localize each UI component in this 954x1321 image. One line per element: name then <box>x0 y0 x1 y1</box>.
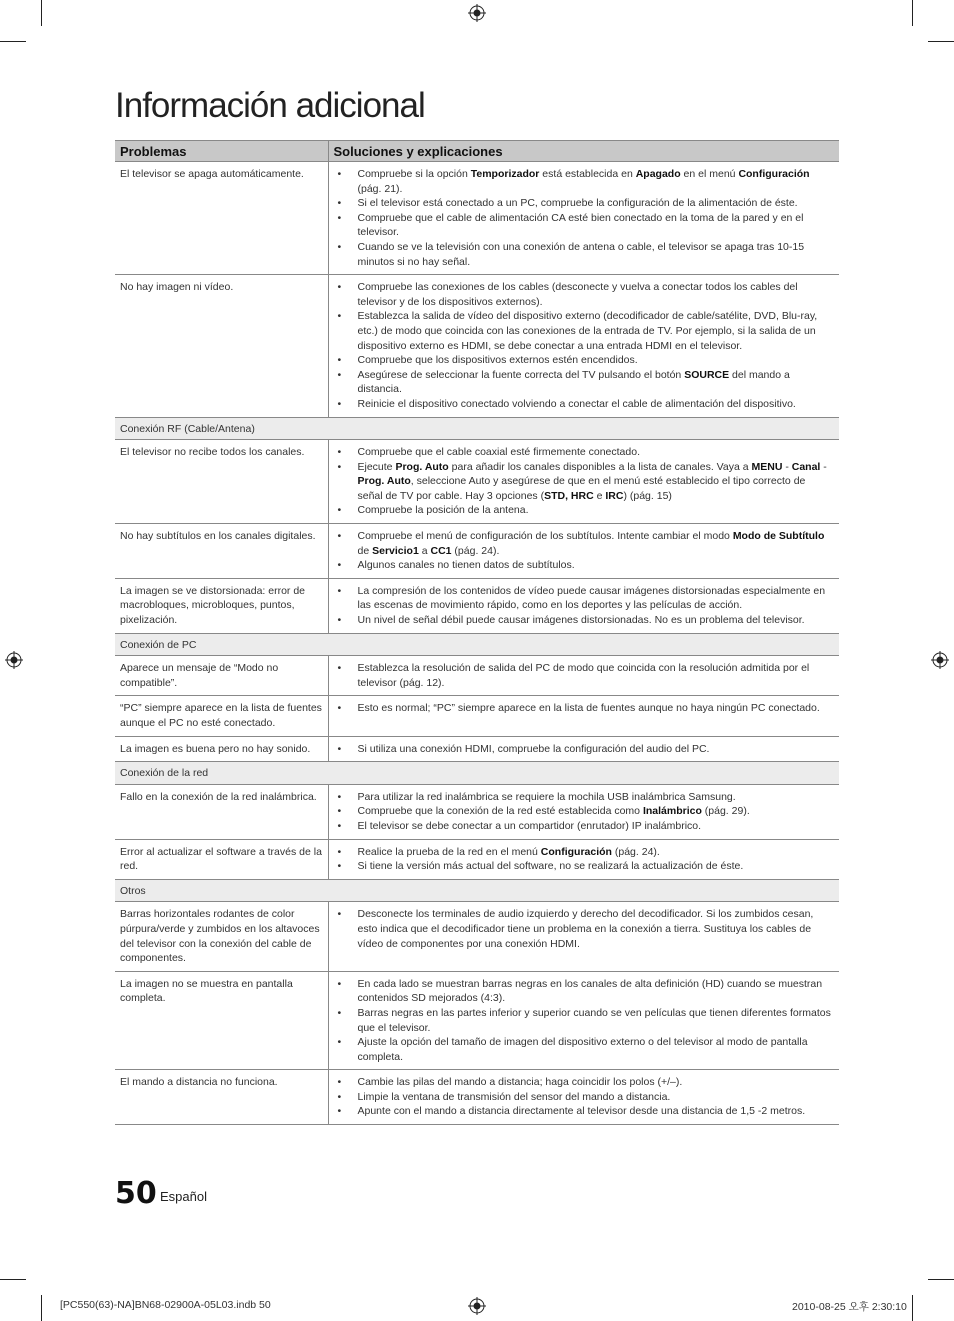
solutions-list <box>338 907 834 951</box>
table-row <box>115 162 839 275</box>
crop-mark <box>0 1279 26 1280</box>
solutions-list <box>338 977 834 1065</box>
problem-cell: Barras horizontales rodantes de color púrpura/verde y zumbidos en los altavoces del televisor con la conexión del cable de componentes. <box>115 902 328 971</box>
table-row <box>115 736 839 762</box>
solution-item: • Compruebe que los dispositivos externos estén encendidos. <box>338 353 834 368</box>
problem-cell: “PC” siempre aparece en la lista de fuentes aunque el PC no esté conectado. <box>115 696 328 736</box>
problem-cell: No hay subtítulos en los canales digitales. <box>115 524 328 579</box>
solution-item: • Realice la prueba de la red en el menú Configuración (pág. 24). <box>338 845 834 860</box>
section-heading: Otros <box>115 879 839 902</box>
solutions-list <box>338 167 834 269</box>
problem-cell: El televisor no recibe todos los canales. <box>115 440 328 524</box>
solution-item: • Cambie las pilas del mando a distancia; haga coincidir los polos (+/–). <box>338 1075 834 1090</box>
solutions-list <box>338 790 834 834</box>
solutions-cell <box>328 736 839 762</box>
solutions-cell <box>328 656 839 696</box>
section-heading: Conexión de PC <box>115 633 839 656</box>
section-heading: Conexión de la red <box>115 762 839 785</box>
crop-mark <box>0 41 26 42</box>
solutions-list <box>338 742 834 757</box>
section-row <box>115 633 839 656</box>
solution-item: • En cada lado se muestran barras negras en los canales de alta definición (HD) cuando se muestran contenidos SD mejorados (4:3). <box>338 977 834 1006</box>
solutions-cell <box>328 275 839 417</box>
print-slug-filename: [PC550(63)-NA]BN68-02900A-05L03.indb 50 <box>60 1299 271 1311</box>
crop-mark <box>912 0 913 26</box>
solution-item: • Asegúrese de seleccionar la fuente correcta del TV pulsando el botón SOURCE del mando a distancia. <box>338 368 834 397</box>
solution-item: • Compruebe que la conexión de la red esté establecida como Inalámbrico (pág. 29). <box>338 804 834 819</box>
troubleshooting-table-container <box>115 140 839 1125</box>
solutions-cell <box>328 162 839 275</box>
solution-item: • Establezca la resolución de salida del PC de modo que coincida con la resolución admitida por el televisor (pág. 12). <box>338 661 834 690</box>
solution-item: • Limpie la ventana de transmisión del sensor del mando a distancia. <box>338 1090 834 1105</box>
solution-item: • La compresión de los contenidos de vídeo puede causar imágenes distorsionadas especialmente en las escenas de movimiento rápido, como en los deportes y las películas de acción. <box>338 584 834 613</box>
print-slug-date: 2010-08-25 오후 2:30:10 <box>792 1301 907 1313</box>
table-row <box>115 971 839 1070</box>
table-row <box>115 902 839 971</box>
column-header-problems: Problemas <box>115 141 328 162</box>
solution-item: • Establezca la salida de vídeo del dispositivo externo (decodificador de cable/satélite, DVD, Blu-ray, etc.) de modo que coincida con las conexiones de la entrada de TV. Por ejemplo, si la salida de un dispositivo externo es HDMI, se debe conectar a una entrada HDMI en el televisor. <box>338 309 834 353</box>
problem-cell: La imagen se ve distorsionada: error de macrobloques, microbloques, puntos, pixelización. <box>115 578 328 633</box>
solution-item: • Cuando se ve la televisión con una conexión de antena o cable, el televisor se apaga tras 10-15 minutos si no hay señal. <box>338 240 834 269</box>
solution-item: • Compruebe la posición de la antena. <box>338 503 834 518</box>
solutions-cell <box>328 696 839 736</box>
problem-cell: El televisor se apaga automáticamente. <box>115 162 328 275</box>
table-row <box>115 784 839 839</box>
solution-item: • Compruebe si la opción Temporizador está establecida en Apagado en el menú Configuración (pág. 21). <box>338 167 834 196</box>
solutions-list <box>338 445 834 518</box>
crop-mark <box>928 1279 954 1280</box>
crop-mark <box>41 1295 42 1321</box>
solution-item: • Si el televisor está conectado a un PC, compruebe la configuración de la alimentación de éste. <box>338 196 834 211</box>
solution-item: • Ajuste la opción del tamaño de imagen del dispositivo externo o del televisor al modo de pantalla completa. <box>338 1035 834 1064</box>
solution-item: • Ejecute Prog. Auto para añadir los canales disponibles a la lista de canales. Vaya a MENU - Canal - Prog. Auto, seleccione Auto y asegúrese de que en el menú esté establecido el tipo correcto de señal de TV por cable. Hay 3 opciones (STD, HRC e IRC) (pág. 15) <box>338 460 834 504</box>
solution-item: • Esto es normal; “PC” siempre aparece en la lista de fuentes aunque no haya ningún PC conectado. <box>338 701 834 716</box>
solutions-cell <box>328 971 839 1070</box>
crop-mark <box>912 1295 913 1321</box>
solutions-list <box>338 845 834 874</box>
solution-item: • Un nivel de señal débil puede causar imágenes distorsionadas. No es un problema del televisor. <box>338 613 834 628</box>
column-header-solutions: Soluciones y explicaciones <box>328 141 839 162</box>
section-heading: Conexión RF (Cable/Antena) <box>115 417 839 440</box>
solution-item: • Compruebe el menú de configuración de los subtítulos. Intente cambiar el modo Modo de Subtítulo de Servicio1 a CC1 (pág. 24). <box>338 529 834 558</box>
table-row <box>115 524 839 579</box>
table-body <box>115 162 839 1125</box>
solutions-list <box>338 661 834 690</box>
solutions-cell <box>328 440 839 524</box>
section-row <box>115 762 839 785</box>
crop-mark <box>928 41 954 42</box>
solutions-list <box>338 280 834 411</box>
troubleshooting-table <box>115 140 839 1125</box>
problem-cell: Aparece un mensaje de “Modo no compatible”. <box>115 656 328 696</box>
registration-mark-icon <box>468 1297 486 1315</box>
page-title: Información adicional <box>115 86 425 125</box>
solution-item: • Reinicie el dispositivo conectado volviendo a conectar el cable de alimentación del dispositivo. <box>338 397 834 412</box>
problem-cell: No hay imagen ni vídeo. <box>115 275 328 417</box>
problem-cell: El mando a distancia no funciona. <box>115 1070 328 1125</box>
solutions-cell <box>328 784 839 839</box>
solution-item: • Barras negras en las partes inferior y superior cuando se ven películas que tienen diferentes formatos que el televisor. <box>338 1006 834 1035</box>
table-header-row <box>115 141 839 162</box>
solutions-cell <box>328 1070 839 1125</box>
solutions-cell <box>328 578 839 633</box>
table-row <box>115 440 839 524</box>
table-row <box>115 1070 839 1125</box>
solution-item: • Compruebe que el cable coaxial esté firmemente conectado. <box>338 445 834 460</box>
solution-item: • Algunos canales no tienen datos de subtítulos. <box>338 558 834 573</box>
solutions-cell <box>328 902 839 971</box>
registration-mark-icon <box>931 651 949 669</box>
section-row <box>115 417 839 440</box>
solution-item: • Si utiliza una conexión HDMI, compruebe la configuración del audio del PC. <box>338 742 834 757</box>
solution-item: • Para utilizar la red inalámbrica se requiere la mochila USB inalámbrica Samsung. <box>338 790 834 805</box>
solutions-list <box>338 1075 834 1119</box>
solution-item: • Si tiene la versión más actual del software, no se realizará la actualización de éste. <box>338 859 834 874</box>
page-language: Español <box>160 1189 207 1204</box>
solutions-list <box>338 529 834 573</box>
table-row <box>115 696 839 736</box>
table-row <box>115 275 839 417</box>
solution-item: • Compruebe las conexiones de los cables (desconecte y vuelva a conectar todos los cables del televisor y de los dispositivos externos). <box>338 280 834 309</box>
problem-cell: Fallo en la conexión de la red inalámbrica. <box>115 784 328 839</box>
section-row <box>115 879 839 902</box>
solutions-cell <box>328 839 839 879</box>
solution-item: • El televisor se debe conectar a un compartidor (enrutador) IP inalámbrico. <box>338 819 834 834</box>
table-row <box>115 839 839 879</box>
solution-item: • Compruebe que el cable de alimentación CA esté bien conectado en la toma de la pared y en el televisor. <box>338 211 834 240</box>
crop-mark <box>41 0 42 26</box>
page-number: 50 <box>115 1176 157 1211</box>
registration-mark-icon <box>468 4 486 22</box>
problem-cell: La imagen es buena pero no hay sonido. <box>115 736 328 762</box>
table-row <box>115 578 839 633</box>
table-row <box>115 656 839 696</box>
solution-item: • Apunte con el mando a distancia directamente al televisor desde una distancia de 1,5 -2 metros. <box>338 1104 834 1119</box>
problem-cell: La imagen no se muestra en pantalla completa. <box>115 971 328 1070</box>
problem-cell: Error al actualizar el software a través de la red. <box>115 839 328 879</box>
solutions-list <box>338 701 834 716</box>
solutions-list <box>338 584 834 628</box>
solution-item: • Desconecte los terminales de audio izquierdo y derecho del decodificador. Si los zumbidos cesan, esto indica que el decodificador tiene un problema en la conexión a tierra. Sustituya los cables de vídeo de componentes por una conexión HDMI. <box>338 907 834 951</box>
solutions-cell <box>328 524 839 579</box>
registration-mark-icon <box>5 651 23 669</box>
